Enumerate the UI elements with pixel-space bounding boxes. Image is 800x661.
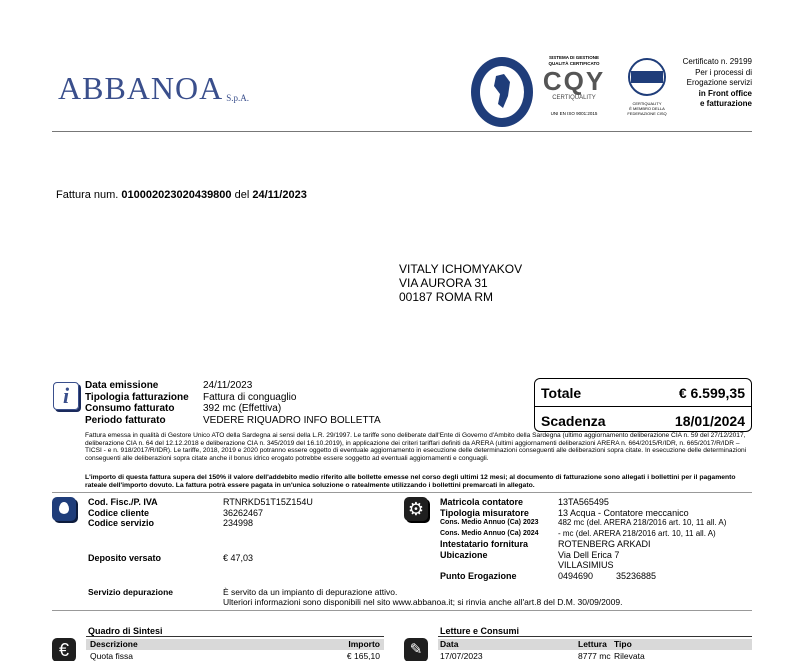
row-date: 17/07/2023 bbox=[440, 651, 483, 661]
cqy-certification-mark bbox=[540, 55, 608, 116]
total-amount: € 6.599,35 bbox=[678, 385, 745, 401]
info-value: Fattura di conguaglio bbox=[203, 391, 297, 403]
location-street: Via Dell Erica 7 bbox=[558, 549, 620, 560]
deposit-row bbox=[88, 553, 313, 564]
kv-label: Cons. Medio Annuo (Ca) 2023 bbox=[440, 519, 539, 526]
kv-row bbox=[440, 508, 726, 519]
recipient-address bbox=[399, 262, 522, 304]
deposit-label: Deposito versato bbox=[88, 552, 162, 563]
iqnet-caption1: CERTIQUALITY bbox=[632, 101, 662, 106]
euro-icon: € bbox=[52, 638, 76, 661]
location-row bbox=[440, 550, 726, 571]
kv-row bbox=[440, 518, 726, 529]
info-label: Consumo fatturato bbox=[85, 403, 175, 415]
info-icon: i bbox=[53, 382, 79, 410]
customer-codes bbox=[88, 497, 313, 563]
col-date: Data bbox=[440, 639, 459, 649]
cert-line5: e fatturazione bbox=[699, 99, 752, 108]
col-amount: Importo bbox=[348, 639, 380, 649]
delivery-point-row bbox=[440, 571, 726, 582]
iqnet-caption3: FEDERAZIONE CISQ bbox=[627, 111, 667, 117]
certificate-info bbox=[665, 57, 752, 110]
info-label: Periodo fatturato bbox=[85, 414, 166, 426]
cqy-iso: UNI EN ISO 9001:2015 bbox=[550, 110, 598, 116]
kv-value: 13 Acqua - Contatore meccanico bbox=[558, 507, 689, 518]
info-row bbox=[85, 415, 381, 427]
kv-value: 482 mc (del. ARERA 218/2016 art. 10, 11 all. A) bbox=[558, 518, 727, 527]
location-label: Ubicazione bbox=[440, 549, 488, 560]
meter-details bbox=[440, 497, 726, 581]
due-date-row bbox=[541, 413, 745, 429]
kv-label: Cod. Fisc./P. IVA bbox=[88, 497, 158, 507]
cqy-top-line1: SISTEMA DI GESTIONE bbox=[548, 55, 600, 60]
water-drop-icon bbox=[52, 497, 76, 521]
info-row bbox=[85, 380, 381, 392]
abbanoa-logo bbox=[58, 70, 249, 107]
kv-value: 36262467 bbox=[223, 507, 264, 518]
kv-row bbox=[440, 539, 726, 550]
location-town: VILLASIMIUS bbox=[558, 560, 614, 570]
pen-icon: ✎ bbox=[404, 638, 428, 661]
recipient-street: VIA AURORA 31 bbox=[399, 276, 488, 290]
info-row bbox=[85, 392, 381, 404]
tariff-notice: Fattura emessa in qualità di Gestore Unico ATO della Sardegna ai sensi della L.R. 29/1997. Le tariffe sono deliberate dall'Ente di Governo d'Ambito della Sardegna (ultimo aggiornamento deliberazione CIA n. 59 del 27/12/2017, deliberazione CIA n. 64 del 12.12.2018 e deliberazione CIA n. 345/2019 del 16.10.2019), in applicazione dei criteri tariffari definiti da ARERA (ultimi aggiornamenti deliberazioni ARERA n. 664/2015/R/IDR, n. 665/2017/R/IDR – TICSI - e n. 918/2017/R/IDR). Le tariffe, 2018, 2019 e 2020 potranno essere oggetto di eventuale aggiornamento in esecuzione delle determinazioni conseguenti alle deliberazioni sopra citate. In esecuzione delle determinazioni conseguenti alle deliberazioni sopra citate anche il bonus idrico erogato potrebbe essere soggetto ad eventuali aggiornamenti e conguagli. bbox=[85, 432, 747, 462]
due-date-label: Scadenza bbox=[541, 413, 606, 429]
cert-line3: Erogazione servizi bbox=[686, 78, 752, 87]
kv-value: RTNRKD51T15Z154U bbox=[223, 497, 313, 507]
summary-title-rule bbox=[86, 636, 384, 637]
kv-label: Codice cliente bbox=[88, 507, 150, 518]
info-value: 392 mc (Effettiva) bbox=[203, 403, 282, 415]
deposit-value: € 47,03 bbox=[223, 552, 254, 563]
invoice-number: 010002023020439800 bbox=[121, 189, 232, 201]
delivery-point-code: 0494690 bbox=[558, 570, 594, 581]
logo-suffix: S.p.A. bbox=[226, 93, 249, 103]
cert-line1: Certificato n. 29199 bbox=[682, 57, 752, 66]
kv-label: Intestatario fornitura bbox=[440, 539, 529, 549]
kv-label: Cons. Medio Annuo (Ca) 2024 bbox=[440, 529, 539, 537]
kv-row bbox=[440, 529, 726, 540]
total-row bbox=[541, 385, 745, 401]
kv-value: 13TA565495 bbox=[558, 497, 609, 507]
row-reading: 8777 mc bbox=[578, 651, 611, 661]
cert-line2: Per i processi di bbox=[695, 67, 752, 77]
delivery-point-code2: 35236885 bbox=[616, 570, 657, 581]
kv-row bbox=[88, 518, 313, 529]
purification-line1: È servito da un impianto di depurazione attivo. bbox=[223, 587, 398, 597]
cert-line4: in Front office bbox=[698, 88, 752, 98]
kv-value: 234998 bbox=[223, 518, 254, 528]
readings-title: Letture e Consumi bbox=[440, 626, 520, 636]
invoice-prefix: Fattura num. bbox=[56, 189, 119, 201]
kv-row bbox=[88, 508, 313, 519]
kv-value: - mc (del. ARERA 218/2016 art. 10, 11 all. A) bbox=[558, 528, 716, 538]
kv-row bbox=[440, 497, 726, 508]
gear-icon: ⚙ bbox=[404, 497, 428, 521]
total-divider bbox=[535, 406, 751, 407]
recipient-name: VITALY ICHOMYAKOV bbox=[399, 262, 523, 276]
invoice-number-line bbox=[56, 189, 307, 201]
invoice-del: del bbox=[234, 189, 250, 201]
iqnet-caption2: È MEMBRO DELLA bbox=[629, 106, 665, 112]
cqy-brand: CERTIQUALITY bbox=[552, 94, 596, 101]
kv-label: Tipologia misuratore bbox=[440, 507, 529, 518]
due-date-value: 18/01/2024 bbox=[674, 413, 745, 429]
kv-label: Codice servizio bbox=[88, 518, 155, 528]
accredia-seal-icon bbox=[470, 56, 534, 128]
cqy-top-line2: QUALITÀ CERTIFICATO bbox=[548, 60, 600, 66]
purification-service bbox=[88, 588, 622, 607]
delivery-point-label: Punto Erogazione bbox=[440, 570, 517, 581]
col-reading: Lettura bbox=[578, 639, 607, 649]
summary-table-header bbox=[86, 639, 384, 650]
col-type: Tipo bbox=[614, 639, 632, 649]
readings-title-rule bbox=[438, 636, 752, 637]
billing-summary bbox=[85, 380, 381, 426]
info-label: Tipologia fatturazione bbox=[85, 391, 189, 403]
kv-label: Matricola contatore bbox=[440, 497, 524, 507]
table-row bbox=[86, 651, 384, 661]
info-row bbox=[85, 403, 381, 415]
installment-notice: L'importo di questa fattura supera del 150% il valore dell'addebito medio riferito alle bollette emesse nel corso degli ultimi 12 mesi; al documento di fatturazione sono allegati i bollettini per il pagamento rateale dell'importo dovuto. La fattura potrà essere pagata in un'unica soluzione o ratealmente utilizzando i bollettini premarcati in allegato. bbox=[85, 474, 736, 489]
col-description: Descrizione bbox=[90, 639, 138, 649]
header-divider bbox=[52, 131, 752, 132]
row-description: Quota fissa bbox=[90, 651, 133, 661]
kv-row bbox=[88, 497, 313, 508]
purification-label: Servizio depurazione bbox=[88, 587, 174, 597]
total-due-box bbox=[534, 378, 752, 432]
section-divider bbox=[52, 492, 752, 493]
location-value bbox=[558, 550, 619, 571]
row-type: Rilevata bbox=[614, 651, 645, 661]
invoice-date: 24/11/2023 bbox=[252, 189, 307, 201]
recipient-city: 00187 ROMA RM bbox=[399, 290, 494, 304]
row-amount: € 165,10 bbox=[346, 651, 380, 661]
info-value: 24/11/2023 bbox=[203, 380, 253, 391]
section-divider bbox=[52, 610, 752, 611]
purification-line2: Ulteriori informazioni sono disponibili nel sito www.abbanoa.it; si rinvia anche all'art.8 del D.M. 30/09/2009. bbox=[223, 596, 623, 607]
info-value: VEDERE RIQUADRO INFO BOLLETTA bbox=[203, 414, 381, 426]
readings-table-header bbox=[438, 639, 752, 650]
purification-text bbox=[223, 588, 622, 607]
total-label: Totale bbox=[541, 385, 582, 401]
info-label: Data emissione bbox=[85, 380, 159, 391]
summary-title: Quadro di Sintesi bbox=[88, 626, 163, 636]
kv-value: ROTENBERG ARKADI bbox=[558, 539, 651, 549]
cqy-mark: CQY bbox=[542, 65, 606, 96]
logo-wordmark: ABBANOA bbox=[58, 70, 224, 106]
